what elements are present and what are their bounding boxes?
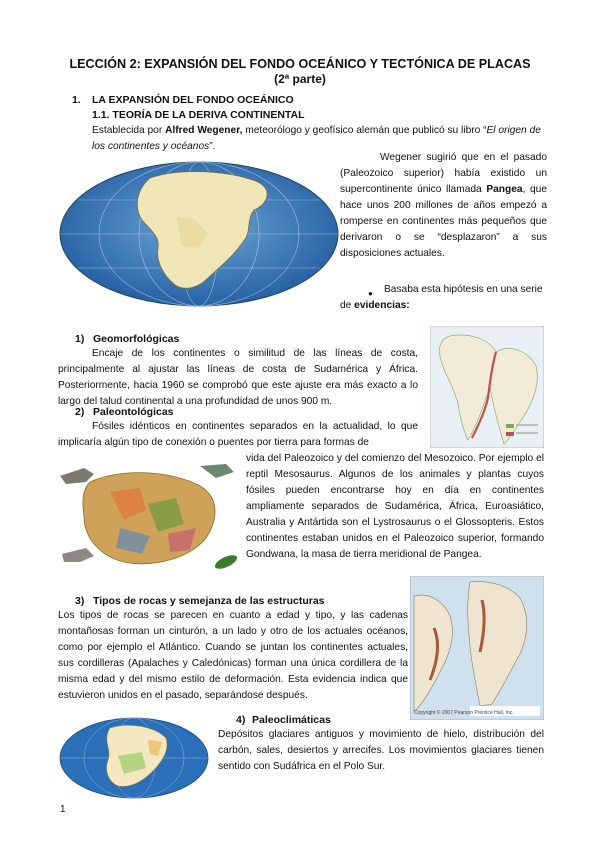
page-number: 1 <box>60 804 66 815</box>
pangea-globe-figure <box>58 160 340 308</box>
paleoclimate-globe-figure <box>58 716 210 800</box>
bullet-marker: ● <box>368 289 373 298</box>
evidence-2-heading: Paleontológicas <box>93 406 174 418</box>
evidence-4-number: 4) <box>236 714 246 726</box>
evidence-2-text-side: vida del Paleozoico y del comienzo del Mesozoico. Por ejemplo el reptil Mesosaurus. Algunos de los animales y plantas cuyos fósiles pueden encontrarse hoy en día en continentes ampliamente separados de Sudamérica, África, Euroasiático, Australia y Antártida son el Lystrosaurus o el Glossopteris. Estos continentes estaban unidos en el Paleozoico superior, formando Gondwana, la masa de tierra meridional de Pangea. <box>246 453 544 560</box>
section-heading: LA EXPANSIÓN DEL FONDO OCEÁNICO <box>92 94 294 106</box>
evidence-2-number: 2) <box>75 406 85 418</box>
evidence-intro: Basaba esta hipótesis en una serie de evidencias: <box>340 284 543 311</box>
fossil-distribution-figure <box>50 458 242 574</box>
evidence-2-text-top: Fósiles idénticos en continentes separados en la actualidad, lo que implicaría algún tipo de conexión o puentes por tierra para formas de <box>58 421 418 448</box>
evidence-4-text: Depósitos glaciares antiguos y movimiento de hielo, distribución del carbón, sales, desiertos y arrecifes. Los movimientos glaciares tienen sentido con Sudáfrica en el Polo Sur. <box>218 729 544 772</box>
intro-paragraph: Establecida por Alfred Wegener, meteorólogo y geofísico alemán que publicó su libro “El origen de los continentes y océanos”. <box>92 125 541 152</box>
evidence-3-number: 3) <box>75 595 85 607</box>
pangea-paragraph: Wegener sugirió que en el pasado (Paleozoico superior) había existido un supercontinente único llamada Pangea, que hace unos 200 millones de años empezó a romperse en continentes más pequeños que derivaron o se “desplazaron” a sus disposiciones actuales. <box>340 152 547 259</box>
map-caption: Copyright © 2007 Pearson Prentice Hall, Inc. <box>414 710 514 716</box>
mountain-belt-map-figure <box>410 576 544 720</box>
evidence-3-text: Los tipos de rocas se parecen en cuanto a edad y tipo, y las cadenas montañosas forman un cinturón, a un lado y otro de los actuales océanos, como por ejemplo el Atlántico. Cuando se juntan los continentes actuales, sus cordilleras (Apalaches y Caledónicas) forman una única cordillera de la misma edad y del mismo estilo de deformación. Esta evidencia indica que estuvieron unidos en el pasado, separándose después. <box>58 610 408 701</box>
continental-fit-figure <box>430 326 544 448</box>
evidence-4-heading: Paleoclimáticas <box>252 714 331 726</box>
section-number: 1. <box>72 94 81 106</box>
subsection-heading: 1.1. TEORÍA DE LA DERIVA CONTINENTAL <box>92 109 305 121</box>
evidence-3-heading: Tipos de rocas y semejanza de las estructuras <box>93 595 325 607</box>
page-subtitle: (2ª parte) <box>274 72 326 86</box>
evidence-1-number: 1) <box>75 333 85 345</box>
evidence-1-text: Encaje de los continentes o similitud de las líneas de costa, principalmente al ajustar las líneas de costa de Sudamérica y África. Posteriormente, hacia 1960 se comprobó que este ajuste era más exacto a lo largo del talud continental a una profundidad de unos 900 m. <box>58 348 418 407</box>
evidence-1-heading: Geomorfológicas <box>93 333 180 345</box>
page-title: LECCIÓN 2: EXPANSIÓN DEL FONDO OCEÁNICO Y TECTÓNICA DE PLACAS <box>69 57 531 71</box>
